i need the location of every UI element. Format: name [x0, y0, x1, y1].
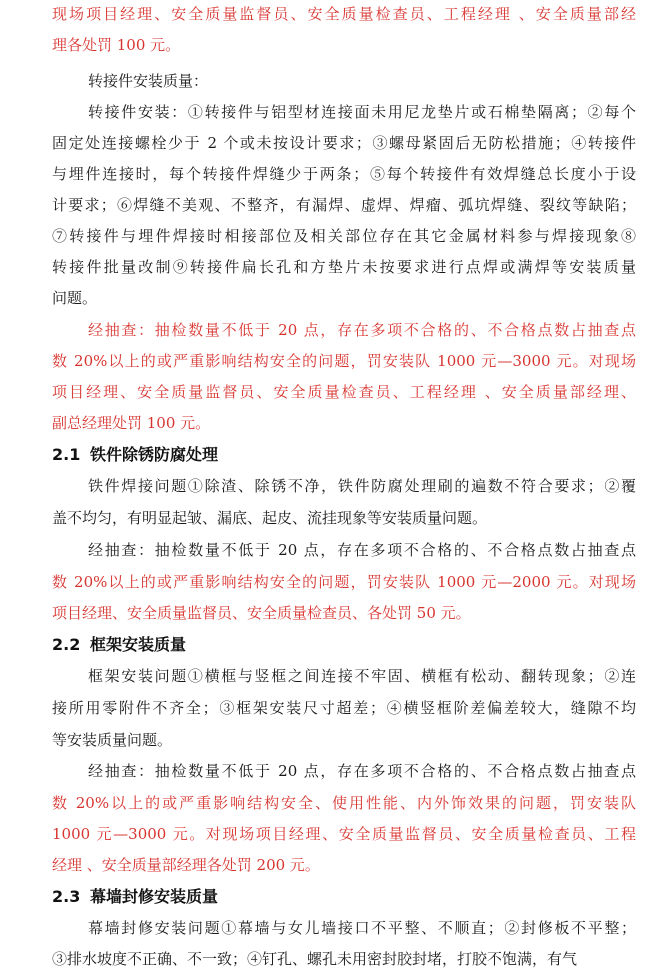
section-heading	[52, 634, 636, 656]
paragraph-line: 经抽查：抽检数量不低于 20 点，存在多项不合格的、不合格点数占抽查点	[88, 321, 636, 339]
paragraph-line: 数 20%以上的或严重影响结构安全的问题，罚安装队 1000 元—3000 元。对现场	[52, 352, 636, 370]
paragraph-line: 数 20%以上的或严重影响结构安全、使用性能、内外饰效果的问题，罚安装队	[52, 794, 636, 812]
paragraph-line: ③排水坡度不正确、不一致；④钉孔、螺孔未用密封胶封堵，打胶不饱满，有气	[52, 950, 578, 968]
paragraph-line: 幕墙封修安装问题①幕墙与女儿墙接口不平整、不顺直；②封修板不平整；	[88, 919, 636, 937]
paragraph-line: 经抽查：抽检数量不低于 20 点，存在多项不合格的、不合格点数占抽查点	[88, 762, 636, 780]
paragraph-line: 等安装质量问题。	[52, 731, 173, 749]
section-heading	[52, 886, 636, 908]
paragraph-line: 副总经理处罚 100 元。	[52, 414, 211, 432]
paragraph-line: 转接件安装：①转接件与铝型材连接面未用尼龙垫片或石棉垫隔离；②每个	[88, 103, 636, 121]
paragraph-line: 固定处连接螺栓少于 2 个或未按设计要求；③螺母紧固后无防松措施；④转接件	[52, 134, 636, 152]
paragraph-line: 项目经理、安全质量监督员、安全质量检查员、工程经理 、安全质量部经理、	[52, 383, 636, 401]
paragraph-line: 理各处罚 100 元。	[52, 36, 181, 54]
section-number: 2.2	[52, 635, 81, 654]
paragraph-line: 经抽查：抽检数量不低于 20 点，存在多项不合格的、不合格点数占抽查点	[88, 541, 636, 559]
paragraph-line: 框架安装问题①横框与竖框之间连接不牢固、横框有松动、翻转现象；②连	[88, 667, 636, 685]
paragraph-line: 问题。	[52, 289, 98, 307]
paragraph-line: ⑦转接件与埋件焊接时相接部位及相关部位存在其它金属材料参与焊接现象⑧	[52, 227, 636, 245]
section-number: 2.1	[52, 445, 81, 464]
section-number: 2.3	[52, 887, 81, 906]
section-title: 幕墙封修安装质量	[90, 887, 219, 906]
paragraph-line: 经理 、安全质量部经理各处罚 200 元。	[52, 856, 320, 874]
paragraph-line: 项目经理、安全质量监督员、安全质量检查员、各处罚 50 元。	[52, 604, 471, 622]
paragraph-line: 转接件安装质量：	[88, 72, 209, 90]
paragraph-line: 计要求；⑥焊缝不美观、不整齐，有漏焊、虚焊、焊瘤、弧坑焊缝、裂纹等缺陷；	[52, 196, 636, 214]
section-title: 铁件除锈防腐处理	[90, 445, 219, 464]
paragraph-line: 盖不均匀，有明显起皱、漏底、起皮、流挂现象等安装质量问题。	[52, 509, 488, 527]
paragraph-line: 1000 元—3000 元。对现场项目经理、安全质量监督员、安全质量检查员、工程	[52, 825, 636, 843]
paragraph-line: 数 20%以上的或严重影响结构安全的问题，罚安装队 1000 元—2000 元。对现场	[52, 573, 636, 591]
section-heading	[52, 444, 636, 466]
paragraph-line: 接所用零附件不齐全；③框架安装尺寸超差；④横竖框阶差偏差较大，缝隙不均	[52, 699, 636, 717]
paragraph-line: 与埋件连接时，每个转接件焊缝少于两条；⑤每个转接件有效焊缝总长度小于设	[52, 165, 636, 183]
paragraph-line: 铁件焊接问题①除渣、除锈不净，铁件防腐处理刷的遍数不符合要求；②覆	[88, 477, 636, 495]
section-title: 框架安装质量	[90, 635, 187, 654]
paragraph-line: 转接件批量改制⑨转接件扁长孔和方垫片未按要求进行点焊或满焊等安装质量	[52, 258, 636, 276]
paragraph-line: 现场项目经理、安全质量监督员、安全质量检查员、工程经理 、安全质量部经	[52, 5, 636, 23]
